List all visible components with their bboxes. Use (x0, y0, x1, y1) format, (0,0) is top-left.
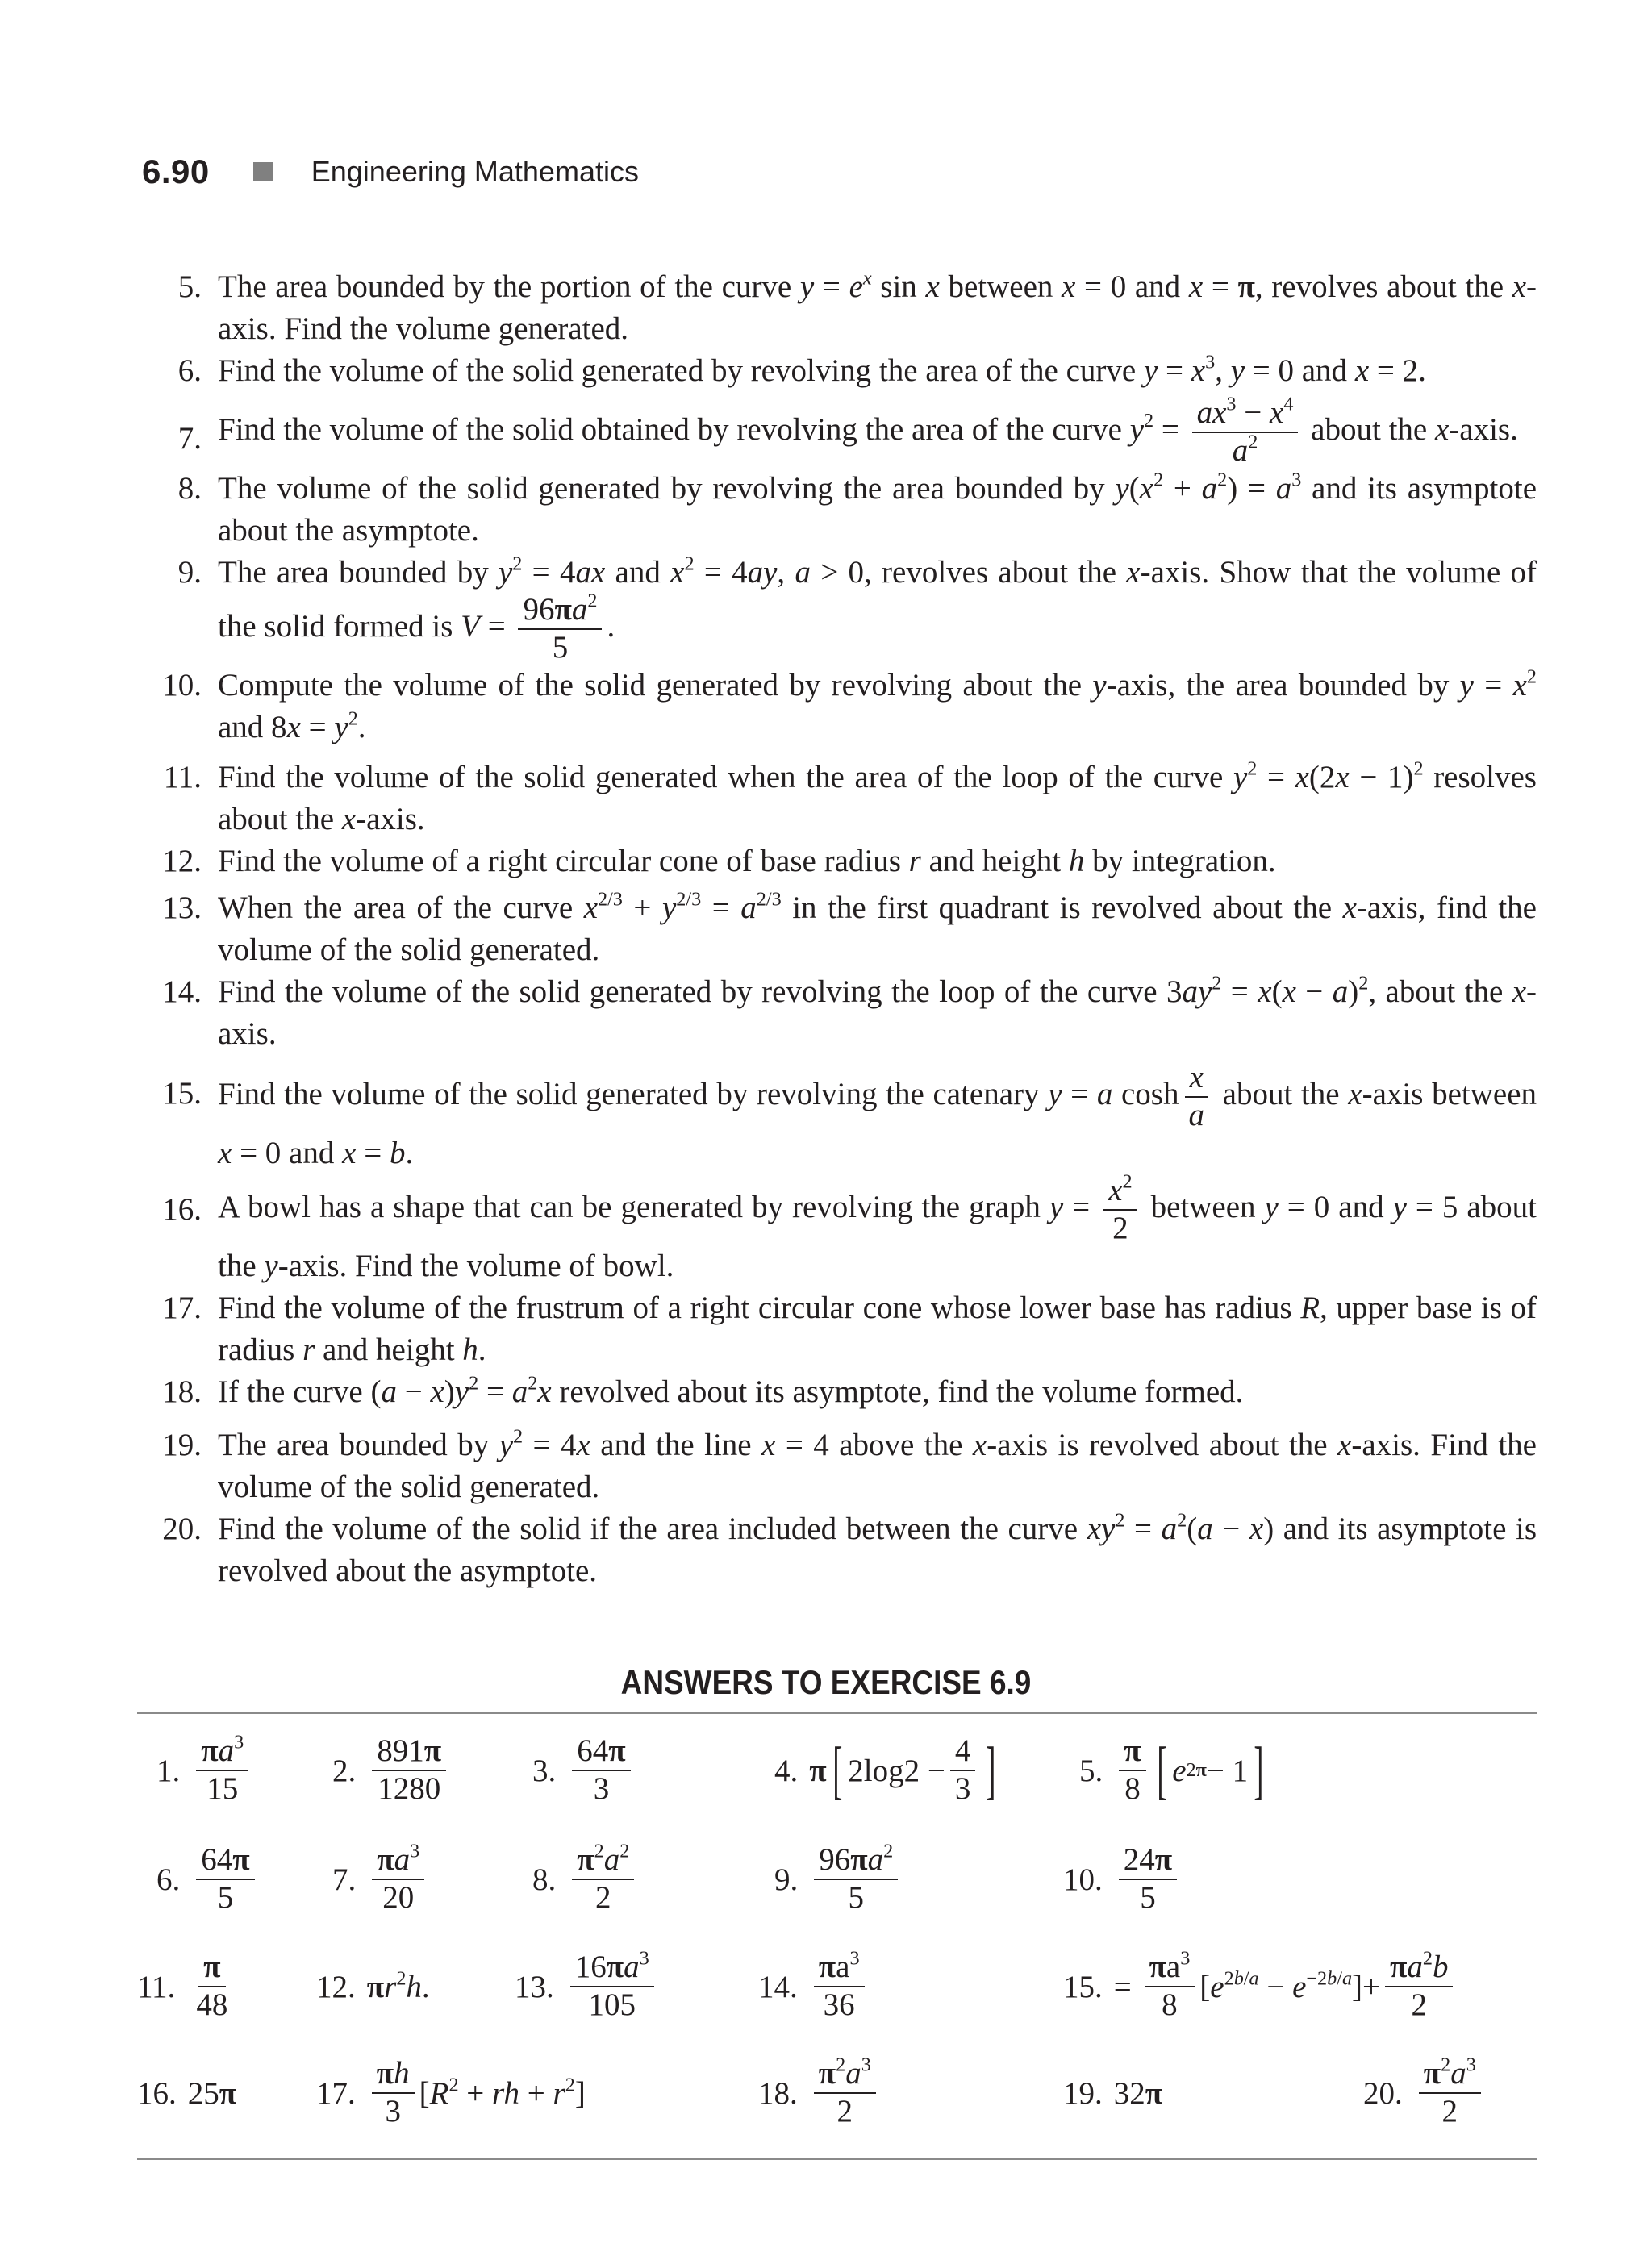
answer-item: 5. $\frac{\pi}{8}$ [ e 2π − 1 ] (1079, 1733, 1264, 1806)
exercise-number: 17. (162, 1290, 202, 1325)
exercise-text: When the area of the curve $x^{2/3} + y^{2/3} = a^{2/3}$ in the first quadrant is revolved about the x-axis, find the volume of the solid generated. (218, 888, 1537, 967)
answer-number: 13. (515, 1969, 554, 2004)
answer-number: 9. (774, 1862, 799, 1897)
exercise-item (137, 1170, 1537, 1287)
answer-item: 6. $\frac{64\pi}{5}$ (156, 1835, 260, 1924)
answer-item: 4. π [ 2log2 − $\frac{4}{3}$ ] (774, 1733, 996, 1806)
answer-item: 18. $\frac{\pi^2a^3}{2}$ (758, 2049, 881, 2137)
exercise-text: Compute the volume of the solid generated by revolving about the y-axis, the area bounded by $y = x^2$ and $8x = y^2$. (218, 665, 1537, 744)
exercise-item (137, 665, 1537, 749)
exercise-text: Find the volume of the solid generated when the area of the loop of the curve $y^2 = x(2x - 1)^2$ resolves about the x-axis. (218, 757, 1537, 836)
exercise-text: The area bounded by $y^2 = 4x$ and the line x = 4 above the x-axis is revolved about the x-axis. Find the volume of the solid generated. (218, 1424, 1537, 1504)
answer-number: 8. (532, 1862, 557, 1897)
top-divider (137, 1712, 1537, 1714)
answer-number: 2. (332, 1753, 357, 1788)
answer-item: 17. $\frac{\pi h}{3}$ [$R^2$ + rh + $r^2$] (316, 2056, 586, 2129)
answer-number: 7. (332, 1862, 357, 1897)
exercise-number: 20. (162, 1511, 202, 1546)
exercise-item (137, 552, 1537, 665)
answer-item: 10. $\frac{24\pi}{5}$ (1063, 1835, 1182, 1924)
exercise-number: 11. (163, 759, 202, 794)
answer-number: 10. (1063, 1862, 1103, 1897)
exercise-text: The volume of the solid generated by revolving the area bounded by $y(x^2 + a^2) = a^3$ and its asymptote about the asymptote. (218, 469, 1537, 548)
exercise-text: If the curve $(a - x)y^2 = a^2x$ revolved about its asymptote, find the volume formed. (218, 1371, 1244, 1409)
book-title: Engineering Mathematics (311, 155, 639, 188)
exercise-text: Find the volume of the solid obtained by revolving the area of the curve $y^2$ = $\frac{ax^3 - x^4}{a^2}$ about the x-axis. (218, 393, 1518, 468)
answer-number: 3. (532, 1753, 557, 1788)
answers-heading: ANSWERS TO EXERCISE 6.9 (620, 1663, 1032, 1701)
exercise-number: 14. (162, 974, 202, 1009)
exercise-item (137, 840, 1537, 882)
exercise-number: 12. (162, 843, 202, 878)
exercise-item (137, 1424, 1537, 1508)
answer-number: 15. (1063, 1969, 1103, 2004)
exercise-item (137, 468, 1537, 552)
answer-number: 18. (758, 2075, 798, 2111)
answer-item: 12. $\pi r^2h$. (316, 1966, 430, 2004)
exercise-number: 8. (177, 470, 202, 506)
exercise-number: 16. (162, 1191, 202, 1227)
answer-number: 17. (316, 2075, 356, 2111)
exercise-text: Find the volume of the solid generated by revolving the loop of the curve $3ay^2 = x(x - a)^2$, about the x-axis. (218, 972, 1537, 1051)
exercise-text: Find the volume of a right circular cone of base radius r and height h by integration. (218, 843, 1276, 878)
exercise-text: The area bounded by $y^2 = 4ax$ and $x^2 = 4ay$, a > 0, revolves about the x-axis. Show that the volume of the solid formed is V = $\frac{96\pi a^2}{5}$ . (218, 553, 1537, 665)
answer-number: 20. (1363, 2075, 1403, 2111)
exercise-number: 6. (177, 353, 202, 388)
exercise-text: A bowl has a shape that can be generated by revolving the graph y = $\frac{x^2}{2}$ between y = 0 and y = 5 about the y-axis. Find the volume of bowl. (218, 1170, 1537, 1283)
page-number: 6.90 (142, 152, 210, 190)
answer-number: 4. (774, 1753, 799, 1788)
exercise-number: 10. (162, 667, 202, 703)
exercise-text: The area bounded by the portion of the curve $y = e^x$ sin x between x = 0 and x = π, revolves about the x-axis. Find the volume generated. (218, 267, 1537, 346)
exercise-item (137, 1061, 1537, 1174)
exercise-number: 15. (162, 1075, 202, 1111)
exercise-number: 19. (162, 1427, 202, 1462)
exercise-number: 13. (162, 890, 202, 925)
exercise-text: Find the volume of the solid generated by revolving the catenary y = a cosh $\frac{x}{a}$ about the x-axis between x = 0 and x = b. (218, 1059, 1537, 1170)
exercise-item (137, 350, 1537, 392)
bottom-divider (137, 2158, 1537, 2160)
exercise-item (137, 757, 1537, 840)
answer-number: 14. (758, 1969, 798, 2004)
answer-item: 14. $\frac{\pi a^3}{36}$ (758, 1942, 870, 2031)
answer-number: 12. (316, 1969, 356, 2004)
answer-item: 7. $\frac{\pi a^3}{20}$ (332, 1835, 429, 1924)
exercise-number: 18. (162, 1374, 202, 1409)
exercise-number: 9. (177, 554, 202, 590)
answer-number: 11. (137, 1969, 176, 2004)
exercise-text: Find the volume of the solid if the area included between the curve $xy^2 = a^2(a - x)$ and its asymptote is revolved about the asymptote. (218, 1508, 1537, 1588)
header-square-icon (253, 162, 273, 181)
answer-item: 9. $\frac{96\pi a^2}{5}$ (774, 1835, 903, 1924)
exercise-item (137, 266, 1537, 350)
exercise-number: 7. (177, 421, 202, 456)
exercise-list (137, 266, 1537, 1592)
answer-number: 16. (137, 2075, 177, 2111)
exercise-text: Find the volume of the solid generated by revolving the area of the curve $y = x^3$, y = 0 and x = 2. (218, 351, 1426, 388)
exercise-item (137, 393, 1537, 468)
exercise-item (137, 1508, 1537, 1592)
answer-item: 3. $\frac{64\pi}{3}$ (532, 1726, 636, 1815)
exercise-item (137, 1371, 1537, 1413)
answer-number: 1. (156, 1753, 181, 1788)
answer-item: 8. $\frac{\pi^2a^2}{2}$ (532, 1835, 639, 1924)
exercise-item (137, 1287, 1537, 1371)
exercise-item (137, 971, 1537, 1055)
answer-item: 20. $\frac{\pi^2a^3}{2}$ (1363, 2049, 1486, 2137)
exercise-item (137, 887, 1537, 971)
answer-number: 5. (1079, 1753, 1103, 1788)
answer-item: 13. $\frac{16\pi a^3}{105}$ (515, 1942, 659, 2031)
answer-item: 15. = $\frac{\pi a^3}{8}$ $[e^{2b/a} - e^{-2b/a}]+$ $\frac{\pi a^2b}{2}$ (1063, 1942, 1458, 2031)
answer-item: 1. $\frac{\pi a^3}{15}$ (156, 1726, 253, 1815)
exercise-text: Find the volume of the frustrum of a right circular cone whose lower base has radius R, upper base is of radius r and height h. (218, 1290, 1537, 1367)
page-header (142, 144, 639, 200)
answer-number: 19. (1063, 2075, 1103, 2111)
answer-number: 6. (156, 1862, 181, 1897)
answer-item: 2. $\frac{891\pi}{1280}$ (332, 1726, 451, 1815)
exercise-number: 5. (177, 269, 202, 304)
answer-item: 19. 32π (1063, 2075, 1163, 2111)
answer-item: 11. $\frac{\pi}{48}$ (137, 1950, 228, 2022)
answer-item: 16. 25π (137, 2075, 237, 2111)
